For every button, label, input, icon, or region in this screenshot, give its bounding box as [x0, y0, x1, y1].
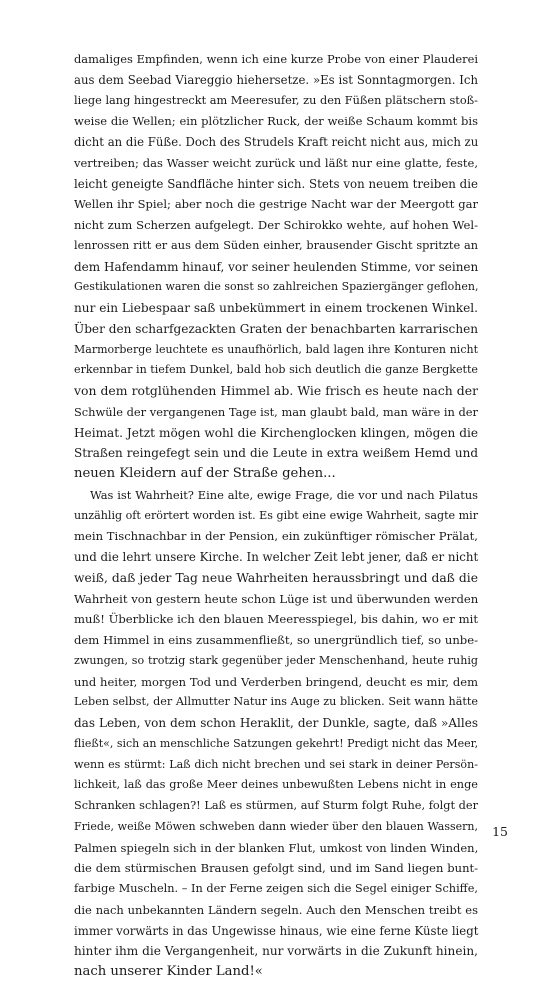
text-line: nur ein Liebespaar saß unbekümmert in einem trockenen Winkel.	[74, 301, 478, 315]
text-line: fließt«, sich an menschliche Satzungen gekehrt! Predigt nicht das Meer,	[74, 736, 479, 750]
text-line: Wahrheit von gestern heute schon Lüge ist und überwunden werden	[74, 591, 479, 606]
text-line: Palmen spiegeln sich in der blanken Flut, umkost von linden Winden,	[74, 840, 479, 855]
text-line: die nach unbekannten Ländern segeln. Auch den Menschen treibt es	[74, 902, 478, 917]
text-line: unzählig oft erörtert worden ist. Es gibt eine ewige Wahrheit, sagte mir	[74, 508, 478, 522]
text-line: mein Tischnachbar in der Pension, ein zukünftiger römischer Prälat,	[74, 529, 478, 544]
text-line: Schwüle der vergangenen Tage ist, man glaubt bald, man wäre in der	[74, 404, 478, 419]
text-line: das Leben, von dem schon Heraklit, der Dunkle, sagte, daß »Alles	[74, 716, 478, 730]
text-line: Friede, weiße Möwen schweben dann wieder über den blauen Wassern,	[74, 819, 478, 833]
paragraph-wahrheit	[74, 485, 478, 983]
text-line: muß! Überblicke ich den blauen Meeresspiegel, bis dahin, wo er mit	[74, 612, 478, 627]
text-line: immer vorwärts in das Ungewisse hinaus, wie eine ferne Küste liegt	[74, 923, 479, 938]
text-line: aus dem Seebad Viareggio hiehersetze. »Es ist Sonntagmorgen. Ich	[74, 72, 478, 87]
text-line: liege lang hingestreckt am Meeresufer, zu den Füßen plätschern stoß-	[74, 93, 478, 107]
text-line: Marmorberge leuchtete es unaufhörlich, bald lagen ihre Konturen nicht	[74, 342, 478, 356]
text-line: weise die Wellen; ein plötzlicher Ruck, der weiße Schaum kommt bis	[74, 114, 478, 129]
text-line: von dem rotglühenden Himmel ab. Wie frisch es heute nach der	[74, 383, 478, 398]
text-line: dem Hafendamm hinauf, vor seiner heulenden Stimme, vor seinen	[74, 259, 479, 274]
text-line: lenrossen ritt er aus dem Süden einher, brausender Gischt spritzte an	[74, 238, 478, 252]
text-line: und die lehrt unsere Kirche. In welcher Zeit lebt jener, daß er nicht	[74, 550, 479, 564]
text-line: nicht zum Scherzen aufgelegt. Der Schirokko wehte, auf hohen Wel-	[74, 218, 478, 232]
text-line: dem Himmel in eins zusammenfließt, so unergründlich tief, so unbe-	[74, 633, 478, 647]
text-line: Straßen reingefegt sein und die Leute in extra weißem Hemd und	[74, 446, 478, 461]
paragraph-viareggio	[74, 49, 478, 485]
text-line: und heiter, morgen Tod und Verderben bringend, deucht es mir, dem	[74, 674, 478, 689]
text-line: weiß, daß jeder Tag neue Wahrheiten heraussbringt und daß die	[74, 570, 478, 585]
text-line: leicht geneigte Sandfläche hinter sich. Stets von neuem treiben die	[74, 176, 478, 191]
book-page-text	[74, 49, 478, 983]
text-line: Über den scharfgezackten Graten der benachbarten karrarischen	[74, 321, 479, 336]
text-line: Wellen ihr Spiel; aber noch die gestrige Nacht war der Meergott gar	[74, 197, 478, 212]
text-line: Gestikulationen waren die sonst so zahlreichen Spaziergänger geflohen,	[74, 280, 479, 294]
text-line: nach unserer Kinder Land!«	[74, 964, 263, 979]
text-line: Leben selbst, der Allmutter Natur ins Auge zu blicken. Seit wann hätte	[74, 695, 478, 709]
text-line: zwungen, so trotzig stark gegenüber jeder Menschenhand, heute ruhig	[74, 653, 478, 667]
text-line: hinter ihm die Vergangenheit, nur vorwärts in die Zukunft hinein,	[74, 944, 478, 959]
text-line: Schranken schlagen?! Laß es stürmen, auf Sturm folgt Ruhe, folgt der	[74, 799, 478, 812]
text-line: die dem stürmischen Brausen gefolgt sind, und im Sand liegen bunt-	[74, 861, 478, 876]
text-line: neuen Kleidern auf der Straße gehen...	[74, 466, 336, 481]
text-line: dicht an die Füße. Doch des Strudels Kraft reicht nicht aus, mich zu	[74, 135, 479, 149]
page-number: 15	[492, 824, 508, 839]
text-line: Was ist Wahrheit? Eine alte, ewige Frage, die vor und nach Pilatus	[90, 487, 478, 502]
text-line: damaliges Empfinden, wenn ich eine kurze Probe von einer Plauderei	[74, 52, 478, 66]
text-line: vertreiben; das Wasser weicht zurück und läßt nur eine glatte, feste,	[74, 155, 478, 170]
text-line: Heimat. Jetzt mögen wohl die Kirchenglocken klingen, mögen die	[74, 425, 478, 440]
text-line: wenn es stürmt: Laß dich nicht brechen und sei stark in deiner Persön-	[74, 757, 478, 771]
text-line: erkennbar in tiefem Dunkel, bald hob sich deutlich die ganze Bergkette	[74, 363, 478, 377]
text-line: lichkeit, laß das große Meer deines unbewußten Lebens nicht in enge	[74, 778, 478, 792]
text-line: farbige Muscheln. – In der Ferne zeigen sich die Segel einiger Schiffe,	[74, 882, 478, 895]
